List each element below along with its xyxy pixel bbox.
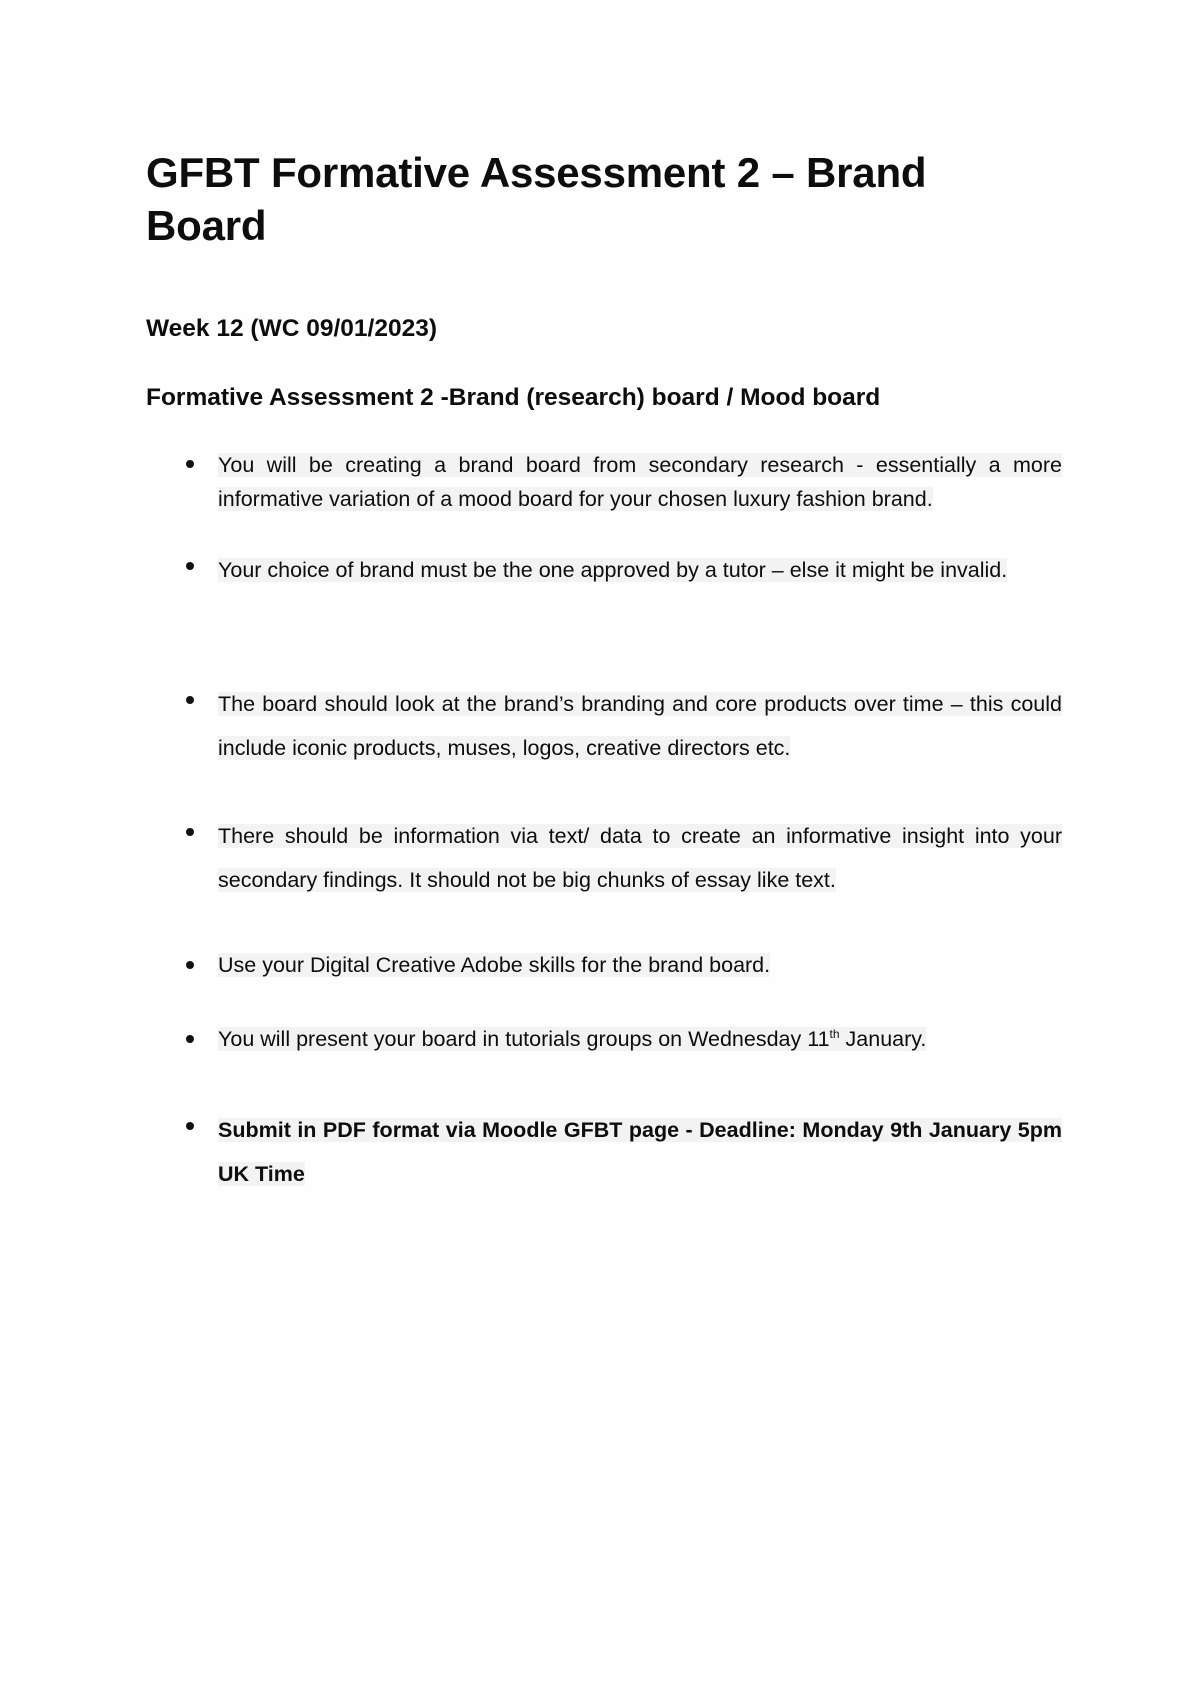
list-item-text: You will present your board in tutorials groups on Wednesday 11th January. xyxy=(218,1026,927,1051)
bullet-icon xyxy=(186,961,194,969)
superscript-ordinal: th xyxy=(829,1026,840,1041)
assessment-subheading: Formative Assessment 2 -Brand (research) board / Mood board xyxy=(146,384,881,411)
list-item-text: There should be information via text/ data to create an informative insight into your secondary findings. It should not be big chunks of essay like text. xyxy=(218,824,1062,892)
bullet-icon xyxy=(186,696,194,704)
week-heading: Week 12 (WC 09/01/2023) xyxy=(146,315,437,342)
list-item-text: Submit in PDF format via Moodle GFBT page - Deadline: Monday 9th January 5pm UK Time xyxy=(218,1118,1062,1186)
list-item-text: You will be creating a brand board from secondary research - essentially a more informative variation of a mood board for your chosen luxury fashion brand. xyxy=(218,453,1062,511)
bullet-icon xyxy=(186,460,194,468)
list-item-text: The board should look at the brand’s branding and core products over time – this could include iconic products, muses, logos, creative directors etc. xyxy=(218,692,1062,760)
bullet-icon xyxy=(186,1122,194,1130)
bullet-icon xyxy=(186,828,194,836)
list-item-text: Use your Digital Creative Adobe skills for the brand board. xyxy=(218,953,771,977)
bullet-icon xyxy=(186,562,194,570)
page-title: GFBT Formative Assessment 2 – Brand Board xyxy=(146,149,927,249)
list-item-text: Your choice of brand must be the one approved by a tutor – else it might be invalid. xyxy=(218,558,1008,582)
bullet-icon xyxy=(186,1035,194,1043)
